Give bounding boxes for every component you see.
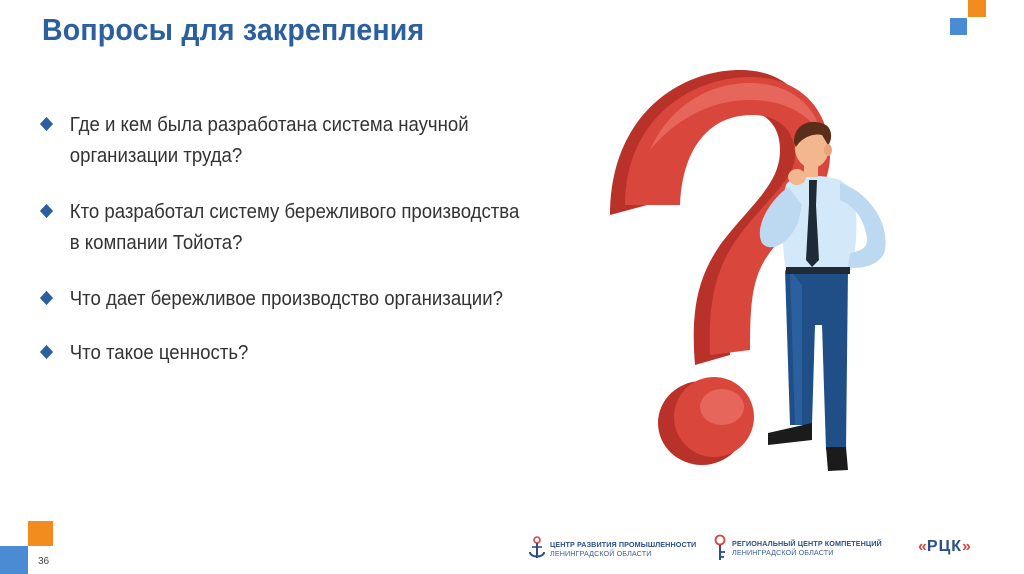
bullet-text-line: Что такое ценность? <box>69 342 249 364</box>
bullet-item <box>40 110 628 172</box>
thinking-person-question-mark-illustration <box>590 55 910 485</box>
decor-square-blue-top <box>950 18 967 35</box>
bullet-item <box>40 284 628 315</box>
slide-title: Вопросы для закрепления <box>42 12 425 47</box>
bullet-item <box>40 197 628 259</box>
bullet-text-line: организации труда? <box>69 145 243 167</box>
logo-left-bracket-icon: « <box>918 538 927 555</box>
diamond-bullet-icon <box>40 345 53 359</box>
bullet-item <box>40 338 628 369</box>
footer-logos <box>0 532 1024 572</box>
logo-right-bracket-icon: » <box>962 538 971 555</box>
diamond-bullet-icon <box>40 117 53 131</box>
bullet-text-line: Что дает бережливое производство организации? <box>69 288 503 310</box>
key-icon <box>712 534 728 562</box>
logo-rck <box>918 538 971 556</box>
logo2-line2: ЛЕНИНГРАДСКОЙ ОБЛАСТИ <box>732 548 834 557</box>
logo1-line1: ЦЕНТР РАЗВИТИЯ ПРОМЫШЛЕННОСТИ <box>550 540 697 549</box>
diamond-bullet-icon <box>40 204 53 218</box>
logo-industry-center <box>528 536 696 562</box>
bullet-text-line: Где и кем была разработана система научной <box>69 114 469 136</box>
bullet-text-line: в компании Тойота? <box>69 232 243 254</box>
page-number: 36 <box>38 556 50 567</box>
logo3-text: РЦК <box>926 538 963 555</box>
anchor-icon <box>528 536 546 562</box>
bullet-text-line: Кто разработал систему бережливого производства <box>69 201 520 223</box>
logo-regional-competence-center <box>712 534 882 562</box>
decor-square-orange-top <box>968 0 986 17</box>
logo1-line2: ЛЕНИНГРАДСКОЙ ОБЛАСТИ <box>550 549 652 558</box>
logo2-line1: РЕГИОНАЛЬНЫЙ ЦЕНТР КОМПЕТЕНЦИЙ <box>732 539 882 548</box>
diamond-bullet-icon <box>40 291 53 305</box>
